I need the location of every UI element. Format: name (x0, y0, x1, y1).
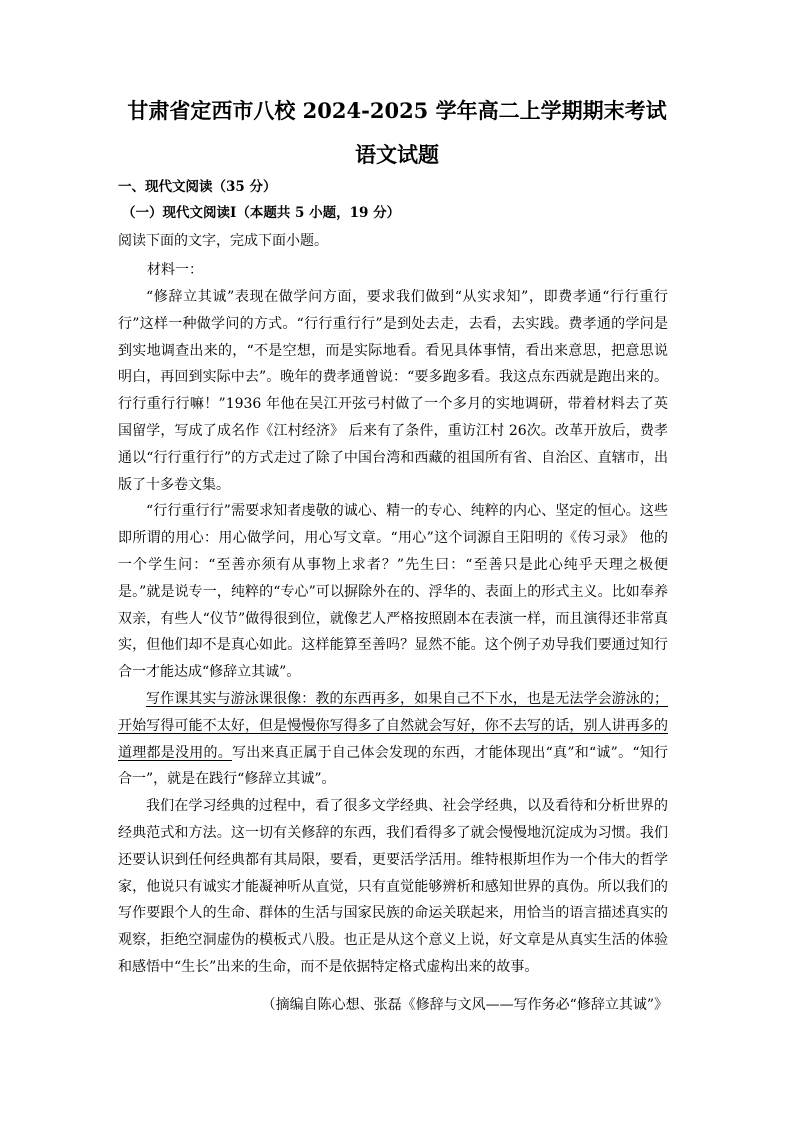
paragraph-2: “行行重行行”需要求知者虔敬的诚心、精一的专心、纯粹的内心、坚定的恒心。这些即所谓的用心：用心做学问，用心写文章。“用心”这个词源自王阳明的《传习录》 他的一个学生问：“至善亦须有从事物上求者？”先生曰：“至善只是此心纯乎天理之极便是。”就是说专一，纯粹的“专心”可以摒除外在的、浮华的、表面上的形式主义。比如奉养双亲，有些人“仪节”做得很到位，就像艺人严格按照剧本在表演一样，而且演得还非常真实，但他们却不是真心如此。这样能算至善吗？显然不能。这个例子劝导我们要通过知行合一才能达成“修辞立其诚”。 (118, 503, 668, 681)
exam-title: 甘肃省定西市八校 2024-2025 学年高二上学期期末考试 (127, 98, 667, 123)
subsection-heading: （一）现代文阅读Ⅰ（本题共 5 小题，19 分） (122, 205, 401, 221)
reading-instruction: 阅读下面的文字，完成下面小题。 (118, 233, 328, 249)
material-body (118, 284, 668, 981)
paragraph-3-rest: 写出来真正属于自己体会发现的东西，才能体现出“真”和“诚”。“知行合一”，就是在践行“修辞立其诚”。 (118, 744, 668, 788)
section-heading: 一、现代文阅读（35 分） (118, 179, 277, 195)
paragraph-1: “修辞立其诚”表现在做学问方面，要求我们做到“从实求知”，即费孝通“行行重行行”这样一种做学问的方式。“行行重行行”是到处去走，去看，去实践。费孝通的学问是到实地调查出来的，“不是空想，而是实际地看。看见具体事情，看出来意思，把意思说明白，再回到实际中去”。晚年的费孝通曾说：“要多跑多看。我这点东西就是跑出来的。行行重行行嘛！”1936 年他在吴江开弦弓村做了一个多月的实地调研，带着材料去了英国留学，写成了成名作《江村经济》 后来有了条件，重访江村 26次。改革开放后，费孝通以“行行重行行”的方式走过了除了中国台湾和西藏的祖国所有省、自治区、直辖市，出版了十多卷文集。 (118, 289, 668, 493)
material-label: 材料一： (147, 262, 203, 278)
paragraph-3 (118, 686, 668, 793)
underlined-sentence: 写作课其实与游泳课很像：教的东西再多，如果自己不下水，也是无法学会游泳的；开始写得可能不太好，但是慢慢你写得多了自然就会写好，你不去写的话，别人讲再多的道理都是没用的。 (118, 690, 668, 761)
exam-subtitle: 语文试题 (355, 142, 439, 167)
paragraph-4: 我们在学习经典的过程中，看了很多文学经典、社会学经典，以及看待和分析世界的经典范式和方法。这一切有关修辞的东西，我们看得多了就会慢慢地沉淀成为习惯。我们还要认识到任何经典都有其局限，要看，更要活学活用。维特根斯坦作为一个伟大的哲学家，他说只有诚实才能凝神听从直觉，只有直觉能够辨析和感知世界的真伪。所以我们的写作要跟个人的生命、群体的生活与国家民族的命运关联起来，用恰当的语言描述真实的观察，拒绝空洞虚伪的模板式八股。也正是从这个意义上说，好文章是从真实生活的体验和感悟中“生长”出来的生命，而不是依据特定格式虚构出来的故事。 (118, 798, 668, 975)
source-citation: （摘编自陈心想、张磊《修辞与文风——写作务必“修辞立其诚”》 (261, 997, 668, 1013)
